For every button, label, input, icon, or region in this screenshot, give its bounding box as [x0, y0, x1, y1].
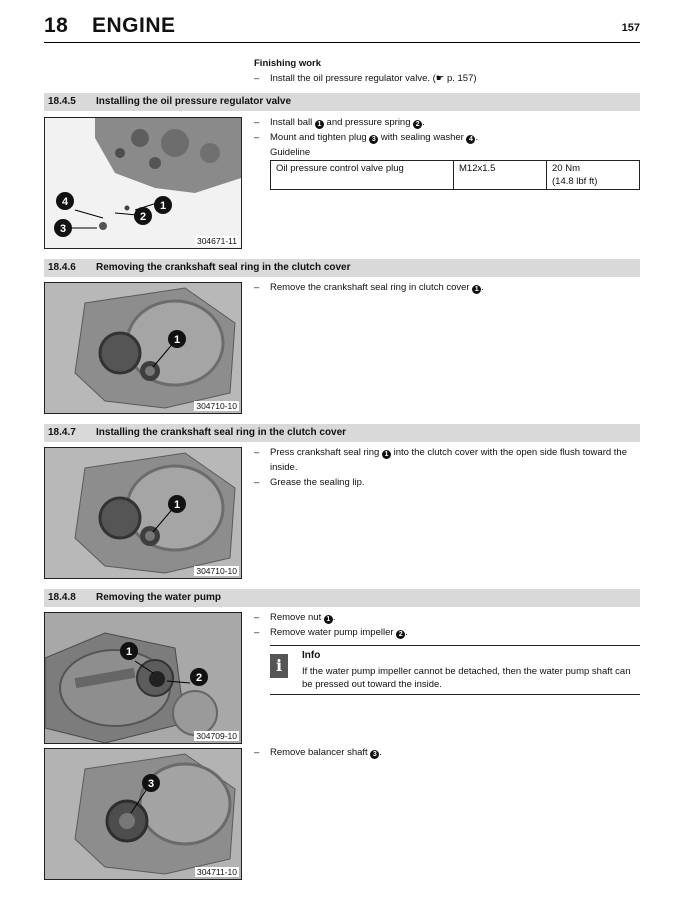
callout-4: [55, 191, 75, 211]
photo-clutch-cover-seal-removal: [44, 282, 242, 414]
step: – Remove nut 1 .: [254, 610, 640, 625]
guideline-table: [270, 160, 640, 190]
callout-1: [153, 195, 173, 215]
step: – Grease the sealing lip.: [254, 475, 640, 490]
section-heading-18-4-8: 18.4.8 Removing the water pump: [44, 589, 640, 607]
clutch-cover-illustration: [45, 448, 241, 578]
svg-text:1: 1: [159, 200, 167, 212]
step: – Mount and tighten plug 3 with sealing washer 4 .: [254, 130, 640, 145]
image-id: 304711-10: [196, 867, 237, 877]
info-icon: i: [270, 654, 288, 678]
section-heading-18-4-6: 18.4.6 Removing the crankshaft seal ring in the clutch cover: [44, 259, 640, 277]
section-heading-18-4-7: 18.4.7 Installing the crankshaft seal ring in the clutch cover: [44, 424, 640, 442]
photo-balancer-shaft: [44, 748, 242, 880]
image-id: 304710-10: [196, 566, 237, 576]
callout-1: [167, 329, 187, 349]
callout-2: [133, 206, 153, 226]
photo-water-pump: [44, 612, 242, 744]
balancer-shaft-illustration: [45, 749, 241, 879]
engine-case-illustration: [45, 118, 241, 248]
svg-text:2: 2: [139, 211, 147, 223]
info-title: Info: [302, 650, 321, 661]
guideline-label: Guideline: [270, 147, 311, 158]
callout-1: [167, 494, 187, 514]
section-heading-18-4-5: 18.4.5 Installing the oil pressure regulator valve: [44, 93, 640, 111]
chapter-number: 18: [44, 14, 69, 37]
chapter-title: ENGINE: [92, 14, 176, 37]
step: – Remove balancer shaft 3 .: [254, 745, 640, 760]
image-id: 304671-11: [196, 236, 237, 246]
header-rule: [44, 42, 640, 43]
svg-text:3: 3: [147, 778, 155, 790]
clutch-cover-illustration: [45, 283, 241, 413]
info-text: If the water pump impeller cannot be detached, then the water pump shaft can be pressed out toward the inside.: [302, 666, 631, 690]
section-18-4-8-step3: [254, 745, 640, 760]
section-18-4-6-steps: [254, 280, 640, 295]
image-id: 304709-10: [196, 731, 237, 741]
image-id: 304710-10: [196, 401, 237, 411]
callout-1: [119, 641, 139, 661]
step: – Press crankshaft seal ring 1 into the clutch cover with the open side flush toward the inside.: [254, 445, 640, 475]
svg-text:1: 1: [173, 499, 181, 511]
info-box: [270, 645, 640, 695]
svg-text:4: 4: [61, 196, 69, 208]
step: – Remove water pump impeller 2 .: [254, 625, 640, 640]
water-pump-illustration: [45, 613, 241, 743]
photo-oil-pressure-valve: [44, 117, 242, 249]
svg-text:2: 2: [195, 672, 203, 684]
finishing-work-step: – Install the oil pressure regulator valve. (☛ p. 157): [254, 71, 640, 86]
finishing-work-heading: Finishing work: [254, 58, 322, 69]
page-number: 157: [621, 22, 640, 34]
svg-text:3: 3: [59, 223, 67, 235]
finishing-work-block: [254, 56, 640, 86]
callout-3: [53, 218, 73, 238]
step: – Install ball 1 and pressure spring 2 .: [254, 115, 640, 130]
step: – Remove the crankshaft seal ring in clutch cover 1 .: [254, 280, 640, 295]
svg-text:1: 1: [173, 334, 181, 346]
table-row: Oil pressure control valve plug M12x1.5 20 Nm (14.8 lbf ft): [271, 161, 640, 190]
svg-text:1: 1: [125, 646, 133, 658]
photo-clutch-cover-seal-install: [44, 447, 242, 579]
callout-2: [189, 667, 209, 687]
section-18-4-5-steps: [254, 115, 640, 190]
section-18-4-7-steps: [254, 445, 640, 490]
chapter-heading: [44, 14, 176, 38]
callout-3: [141, 773, 161, 793]
section-18-4-8-steps: [254, 610, 640, 640]
